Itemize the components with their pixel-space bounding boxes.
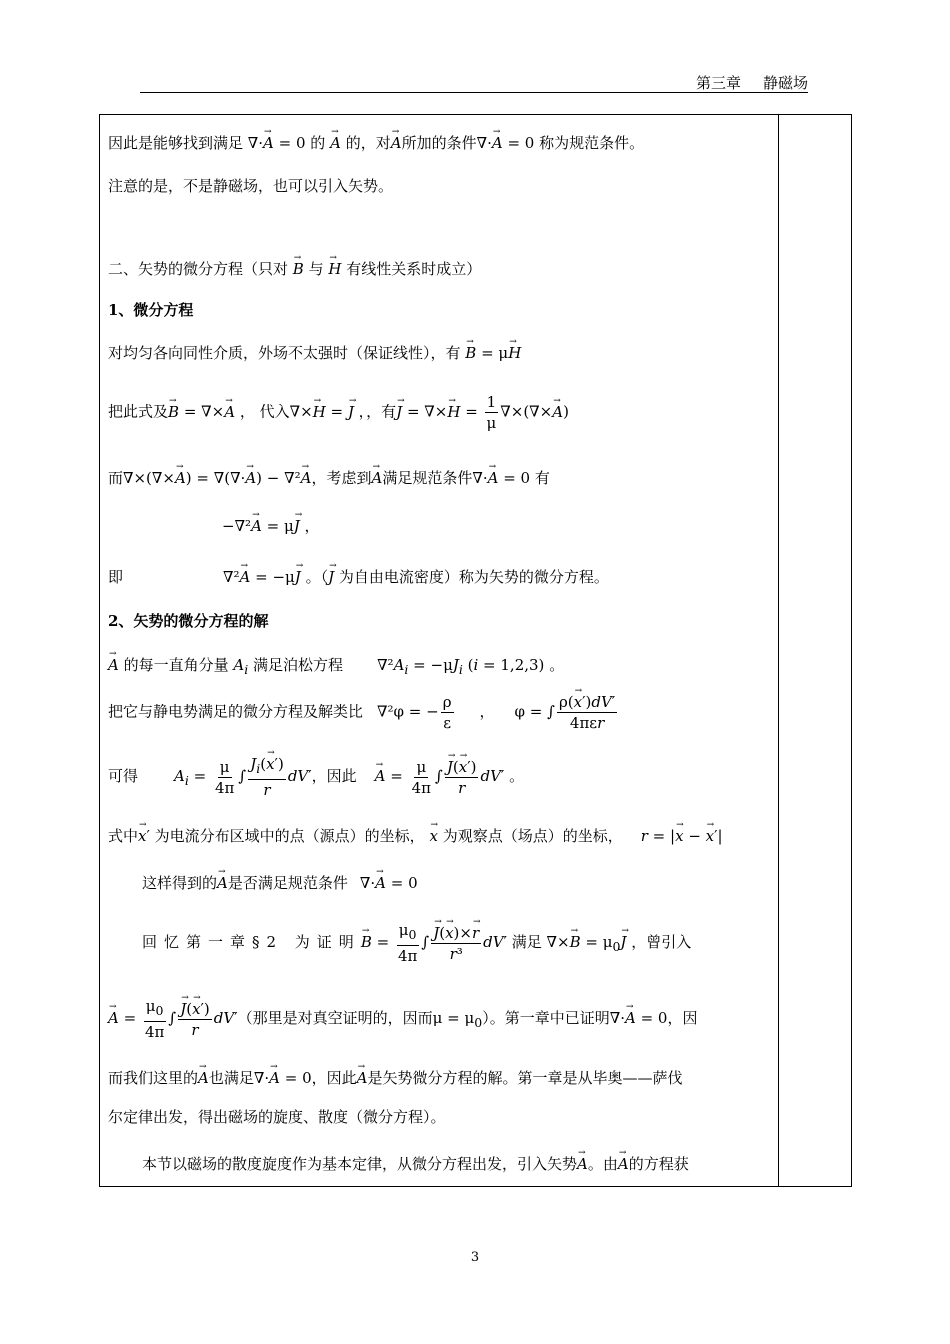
equation-line: → A 的每一直角分量 $A_i$ 满足泊松方程 $\nabla^2A_i = -\mu J_i$ (i = 1,2,3) 。 <box>108 655 564 680</box>
text-line: 式中→ x′ 为电流分布区域中的点（源点）的坐标， → x 为观察点（场点）的坐标， r = |→ x − → x′| <box>108 826 723 846</box>
equation-line: 可得 $A_i$ = $\frac{\mu}{4\pi}$ ∫ $\frac{J_i(\to x')}{r}$ dV′，因此→ A = $\frac{\mu}{4\pi}$ ∫ → $\frac{J(\to x')}{r}$ dV′ 。 <box>108 754 524 800</box>
text-line: 而我们这里的→ A也满足∇·→ A = 0，因此→ A是矢势微分方程的解。第一章是从毕奥——萨伐 <box>108 1068 683 1088</box>
margin-column-divider <box>778 114 779 1187</box>
equation-line: → A = $\frac{\mu_0}{4\pi}$ ∫ → $\frac{J(\to x')}{r}$ dV′（那里是对真空证明的，因而$\mu = \mu_0$）。第一章中已证明∇·→ A = 0，因 <box>108 996 698 1042</box>
subsection-heading: 2、矢势的微分方程的解 <box>108 612 269 630</box>
page-number: 3 <box>470 1250 480 1265</box>
text-line: 注意的是，不是静磁场，也可以引入矢势。 <box>108 177 394 195</box>
equation-line: 把它与静电势满足的微分方程及解类比 ∇²φ = − $\frac{\rho}{\varepsilon}$ ， φ = ∫ $\frac{\rho(\to x')dV'}{\text{4πεr}}$ <box>108 692 619 733</box>
text-line: 尔定律出发，得出磁场的旋度、散度（微分方程）。 <box>108 1108 446 1126</box>
chapter-label: 第三章 <box>695 74 741 92</box>
section-heading: 二、矢势的微分方程（只对 → B 与 → H 有线性关系时成立） <box>108 259 481 279</box>
equation-line: 即 ∇²→ A = −μ→ J 。（→ J 为自由电流密度）称为矢势的微分方程。 <box>108 567 609 587</box>
equation-line: −∇²→ A = μ→ J ， <box>222 516 320 536</box>
chapter-title: 静磁场 <box>762 74 808 92</box>
equation-line: 回忆第一章§2 为证明→ B = $\frac{\mu_0}{4\pi}$ ∫ → $\frac{J(\to x)\times\to r}{\text{r³}}$ dV′ 满足 ∇×→ $B = \mu_0\to J$ ，曾引入 <box>142 920 691 966</box>
equation-line: 而∇×(∇×→ A) = ∇(∇·→ A) − ∇²→ A，考虑到→ A满足规范条件∇·→ A = 0 有 <box>108 468 550 488</box>
text-line: 对均匀各向同性介质，外场不太强时（保证线性），有 → B = μ→ H <box>108 343 521 363</box>
text-line: 这样得到的→ A是否满足规范条件 ∇·→ A = 0 <box>142 873 418 893</box>
subsection-heading: 1、微分方程 <box>108 301 194 319</box>
fraction: $\frac{1}{\mu}$ <box>486 393 497 432</box>
text-line: 因此是能够找到满足 ∇·→ A = 0 的 → A 的，对→ A所加的条件∇·→ A = 0 称为规范条件。 <box>108 133 644 153</box>
text-line: 本节以磁场的散度旋度作为基本定律，从微分方程出发，引入矢势→ A。由→ A的方程获 <box>142 1154 689 1174</box>
equation-line: 把此式及→ B = ∇×→ A ， 代入∇×→ H = → J ，，有→ J = ∇×→ H = $\frac{1}{\mu}$ ∇×(∇×→ A) <box>108 392 569 433</box>
page-header <box>140 72 808 93</box>
